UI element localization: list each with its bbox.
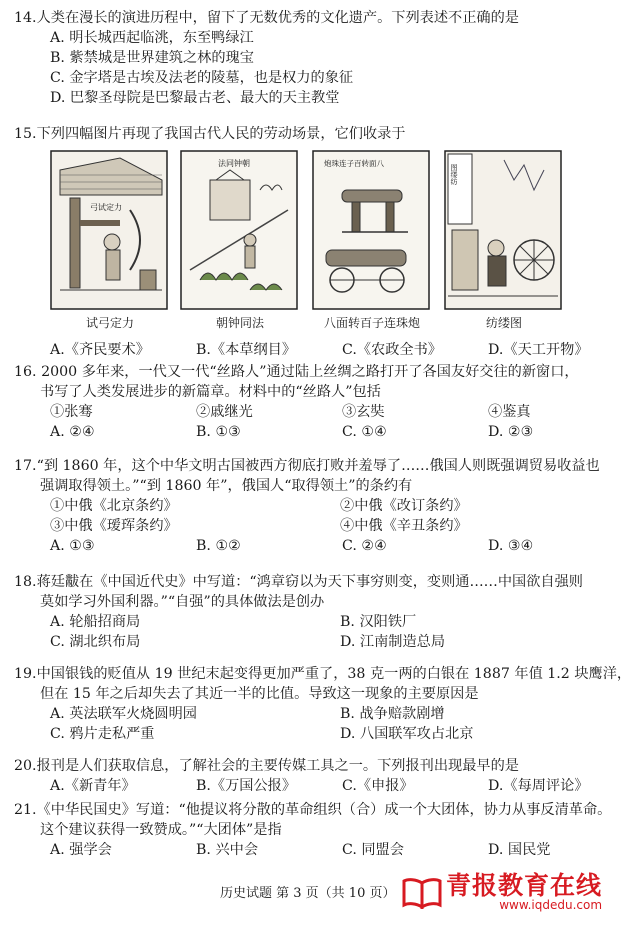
figure-bell-casting xyxy=(180,150,300,331)
spinning-inner-label: 图缕纺 xyxy=(450,164,458,185)
q18-stem: 18.蒋廷黻在《中国近代史》中写道：“鸿章窃以为天下事穷则变，变则通……中国欲自强则 xyxy=(14,574,583,590)
bell-casting-illustration xyxy=(180,150,298,310)
q21-option-d[interactable]: D. 国民党 xyxy=(488,842,551,858)
figure-spinning xyxy=(444,150,564,331)
q16-item-2: ②戚继光 xyxy=(196,404,253,420)
q20-stem: 20.报刊是人们获取信息，了解社会的主要传媒工具之一。下列报刊出现最早的是 xyxy=(14,758,519,774)
q16-option-b[interactable]: B. ①③ xyxy=(196,424,241,440)
book-icon xyxy=(402,875,442,909)
q17-item-2: ②中俄《改订条约》 xyxy=(340,498,468,514)
question-20 xyxy=(14,756,626,796)
q15-option-d[interactable]: D.《天工开物》 xyxy=(488,342,589,358)
q15-option-a[interactable]: A.《齐民要术》 xyxy=(50,342,150,358)
q18-option-b[interactable]: B. 汉阳铁厂 xyxy=(340,614,417,630)
question-21 xyxy=(14,800,626,860)
q17-item-3: ③中俄《瑷珲条约》 xyxy=(50,518,178,534)
q20-option-b[interactable]: B.《万国公报》 xyxy=(196,778,297,794)
q20-option-d[interactable]: D.《每周评论》 xyxy=(488,778,589,794)
q18-option-a[interactable]: A. 轮船招商局 xyxy=(50,614,141,630)
q16-option-d[interactable]: D. ②③ xyxy=(488,424,534,440)
q17-item-1: ①中俄《北京条约》 xyxy=(50,498,178,514)
q15-option-b[interactable]: B.《本草纲目》 xyxy=(196,342,297,358)
logo-url: www.iqdedu.com xyxy=(499,898,603,912)
q21-option-c[interactable]: C. 同盟会 xyxy=(342,842,404,858)
bow-test-illustration xyxy=(50,150,168,310)
q16-item-3: ③玄奘 xyxy=(342,404,385,420)
figure-bow-test xyxy=(50,150,170,331)
q18-option-c[interactable]: C. 湖北织布局 xyxy=(50,634,141,650)
q17-option-d[interactable]: D. ③④ xyxy=(488,538,534,554)
q17-stem: 17.“到 1860 年，这个中华文明古国被西方彻底打败并羞辱了……俄国人则既强调贸易收益也 xyxy=(14,458,600,474)
q14-option-b[interactable]: B. 紫禁城是世界建筑之林的瑰宝 xyxy=(50,50,254,66)
q21-option-a[interactable]: A. 强学会 xyxy=(50,842,112,858)
caption-bow-test: 试弓定力 xyxy=(85,316,134,330)
question-18 xyxy=(14,572,626,652)
q19-option-d[interactable]: D. 八国联军攻占北京 xyxy=(340,726,474,742)
figure-cannon xyxy=(312,150,432,331)
q17-stem-cont: 强调取得领土。”“到 1860 年”，俄国人“取得领土”的条约有 xyxy=(40,478,413,494)
bow-test-inner-label: 弓试定力 xyxy=(90,203,122,212)
q14-option-d[interactable]: D. 巴黎圣母院是巴黎最古老、最大的天主教堂 xyxy=(50,90,340,106)
caption-cannon: 八面转百子连珠炮 xyxy=(323,316,420,330)
q17-option-b[interactable]: B. ①② xyxy=(196,538,241,554)
q16-item-4: ④鉴真 xyxy=(488,404,531,420)
question-15 xyxy=(14,124,626,144)
q17-option-c[interactable]: C. ②④ xyxy=(342,538,387,554)
caption-bell-casting: 朝钟同法 xyxy=(215,316,264,330)
q15-option-c[interactable]: C.《农政全书》 xyxy=(342,342,442,358)
q19-stem: 19.中国银钱的贬值从 19 世纪末起变得更加严重了，38 克一两的白银在 1887 年值 1.2 块鹰洋， xyxy=(14,666,632,682)
q20-option-a[interactable]: A.《新青年》 xyxy=(50,778,136,794)
q21-option-b[interactable]: B. 兴中会 xyxy=(196,842,259,858)
question-17 xyxy=(14,456,626,556)
bell-casting-inner-label: 法同钟朝 xyxy=(218,159,250,168)
cannon-inner-label: 炮珠连子百转面八 xyxy=(324,159,384,168)
q19-option-c[interactable]: C. 鸦片走私严重 xyxy=(50,726,155,742)
q17-option-a[interactable]: A. ①③ xyxy=(50,538,95,554)
q19-option-b[interactable]: B. 战争赔款剧增 xyxy=(340,706,445,722)
logo-brand: 青报教育在线 xyxy=(446,871,603,900)
q14-option-a[interactable]: A. 明长城西起临洮，东至鸭绿江 xyxy=(50,30,254,46)
q21-stem: 21.《中华民国史》写道：“他提议将分散的革命组织（合）成一个大团体，协力从事反清革命。 xyxy=(14,802,612,818)
q16-option-c[interactable]: C. ①④ xyxy=(342,424,387,440)
q16-item-1: ①张骞 xyxy=(50,404,93,420)
q18-stem-cont: 莫如学习外国利器。”“自强”的具体做法是创办 xyxy=(40,594,325,610)
page-footer: 历史试题 第 3 页（共 10 页） xyxy=(220,886,396,901)
question-19 xyxy=(14,664,632,744)
q17-item-4: ④中俄《辛丑条约》 xyxy=(340,518,468,534)
cannon-illustration xyxy=(312,150,430,310)
q18-option-d[interactable]: D. 江南制造总局 xyxy=(340,634,446,650)
q19-option-a[interactable]: A. 英法联军火烧圆明园 xyxy=(50,706,197,722)
question-16 xyxy=(14,362,626,442)
q16-stem-cont: 书写了人类发展进步的新篇章。材料中的“丝路人”包括 xyxy=(40,384,381,400)
site-logo[interactable] xyxy=(402,872,602,912)
caption-spinning: 纺缕图 xyxy=(485,316,522,330)
q20-option-c[interactable]: C.《申报》 xyxy=(342,778,414,794)
q16-stem: 16. 2000 多年来，一代又一代“丝路人”通过陆上丝绸之路打开了各国友好交往的新窗口， xyxy=(14,364,579,380)
q15-stem: 15.下列四幅图片再现了我国古代人民的劳动场景，它们收录于 xyxy=(14,126,406,142)
question-14 xyxy=(14,8,626,108)
q14-option-c[interactable]: C. 金字塔是古埃及法老的陵墓，也是权力的象征 xyxy=(50,70,354,86)
q21-stem-cont: 这个建议获得一致赞成。”“大团体”是指 xyxy=(40,822,282,838)
q14-stem: 14.人类在漫长的演进历程中，留下了无数优秀的文化遗产。下列表述不正确的是 xyxy=(14,10,519,26)
spinning-illustration xyxy=(444,150,562,310)
q16-option-a[interactable]: A. ②④ xyxy=(50,424,95,440)
q15-options xyxy=(14,340,626,360)
q19-stem-cont: 但在 15 年之后却失去了其近一半的比值。导致这一现象的主要原因是 xyxy=(40,686,479,702)
q15-figures xyxy=(40,150,630,340)
